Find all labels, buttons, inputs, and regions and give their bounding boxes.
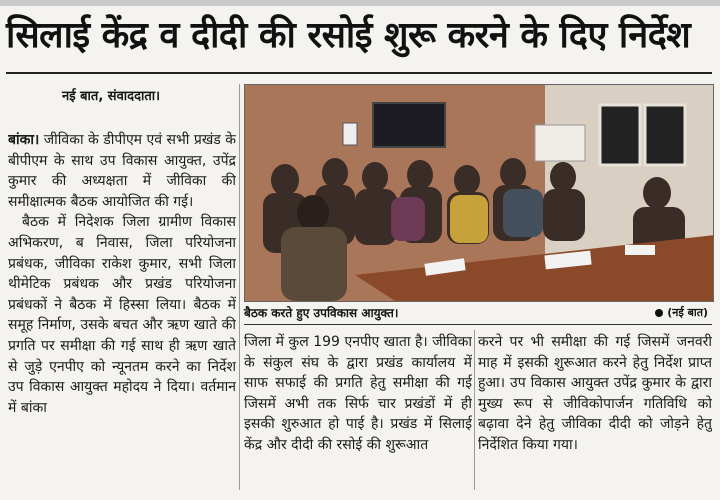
article-column-3	[478, 332, 712, 492]
byline: नई बात, संवाददाता।	[62, 89, 161, 104]
column-divider	[474, 330, 475, 490]
photo-credit-text: (नई बात)	[667, 306, 708, 319]
column-3-text: करने पर भी समीक्षा की गई जिसमें जनवरी माह में इसकी शुरूआत करने हेतु निर्देश प्राप्त हुआ। उप विकास आयुक्त उपेंद्र कुमार के द्वारा मुख्य रूप से जीविकोपार्जन गतिविधि को बढ़ावा देने हेतु जीविका दीदी को जोड़ने हेतु निर्देशित किया गया।	[478, 334, 712, 453]
paragraph-1-text: जीविका के डीपीएम एवं सभी प्रखंड के बीपीएम के साथ उप विकास आयुक्त, उपेंद्र कुमार की अध्यक्षता में जीविका की समीक्षात्मक बैठक आयोजित की गई।	[8, 132, 236, 210]
photo-credit	[655, 305, 708, 320]
photo-caption-bar	[244, 302, 712, 324]
meeting-scene-illustration	[245, 85, 713, 301]
headline: सिलाई केंद्र व दीदी की रसोई शुरू करने के दिए निर्देश	[6, 15, 691, 56]
article-column-2	[244, 332, 472, 492]
news-photo	[244, 84, 714, 302]
article-column-1	[8, 130, 236, 490]
top-strip	[0, 0, 720, 6]
dateline-place: बांका।	[8, 132, 40, 148]
photo-caption: बैठक करते हुए उपविकास आयुक्त।	[244, 306, 399, 320]
paragraph-1	[8, 130, 236, 212]
paragraph-2-text: बैठक में निदेशक जिला ग्रामीण विकास अभिकरण, ब निवास, जिला परियोजना प्रबंधक, जीविका राकेश कुमार, सभी जिला थीमेटिक प्रबंधक और प्रखंड परियोजना प्रबंधकों ने बैठक में हिस्सा लिया। बैठक में समूह निर्माण, उसके बचत और ऋण खाते की प्रगति पर समीक्षा की गई साथ ही ऋण खाते से जुड़े एनपीए को न्यूनतम करने का निर्देश उप विकास आयुक्त महोदय ने दिया। वर्तमान में बांका	[8, 214, 236, 416]
column-divider	[239, 84, 240, 490]
caption-rule	[244, 324, 712, 325]
column-2-text: जिला में कुल 199 एनपीए खाता है। जीविका के संकुल संघ के द्वारा प्रखंड कार्यालय में साफ सफाई की प्रगति हेतु समीक्षा की गई जिसमें अभी तक सिर्फ चार प्रखंडों में ही इसकी शुरुआत हो पाई है। प्रखंड में सिलाई केंद्र और दीदी की रसोई की शुरूआत	[244, 334, 472, 453]
headline-rule	[6, 72, 712, 74]
bullet-icon	[655, 309, 663, 317]
paragraph-2	[8, 212, 236, 418]
